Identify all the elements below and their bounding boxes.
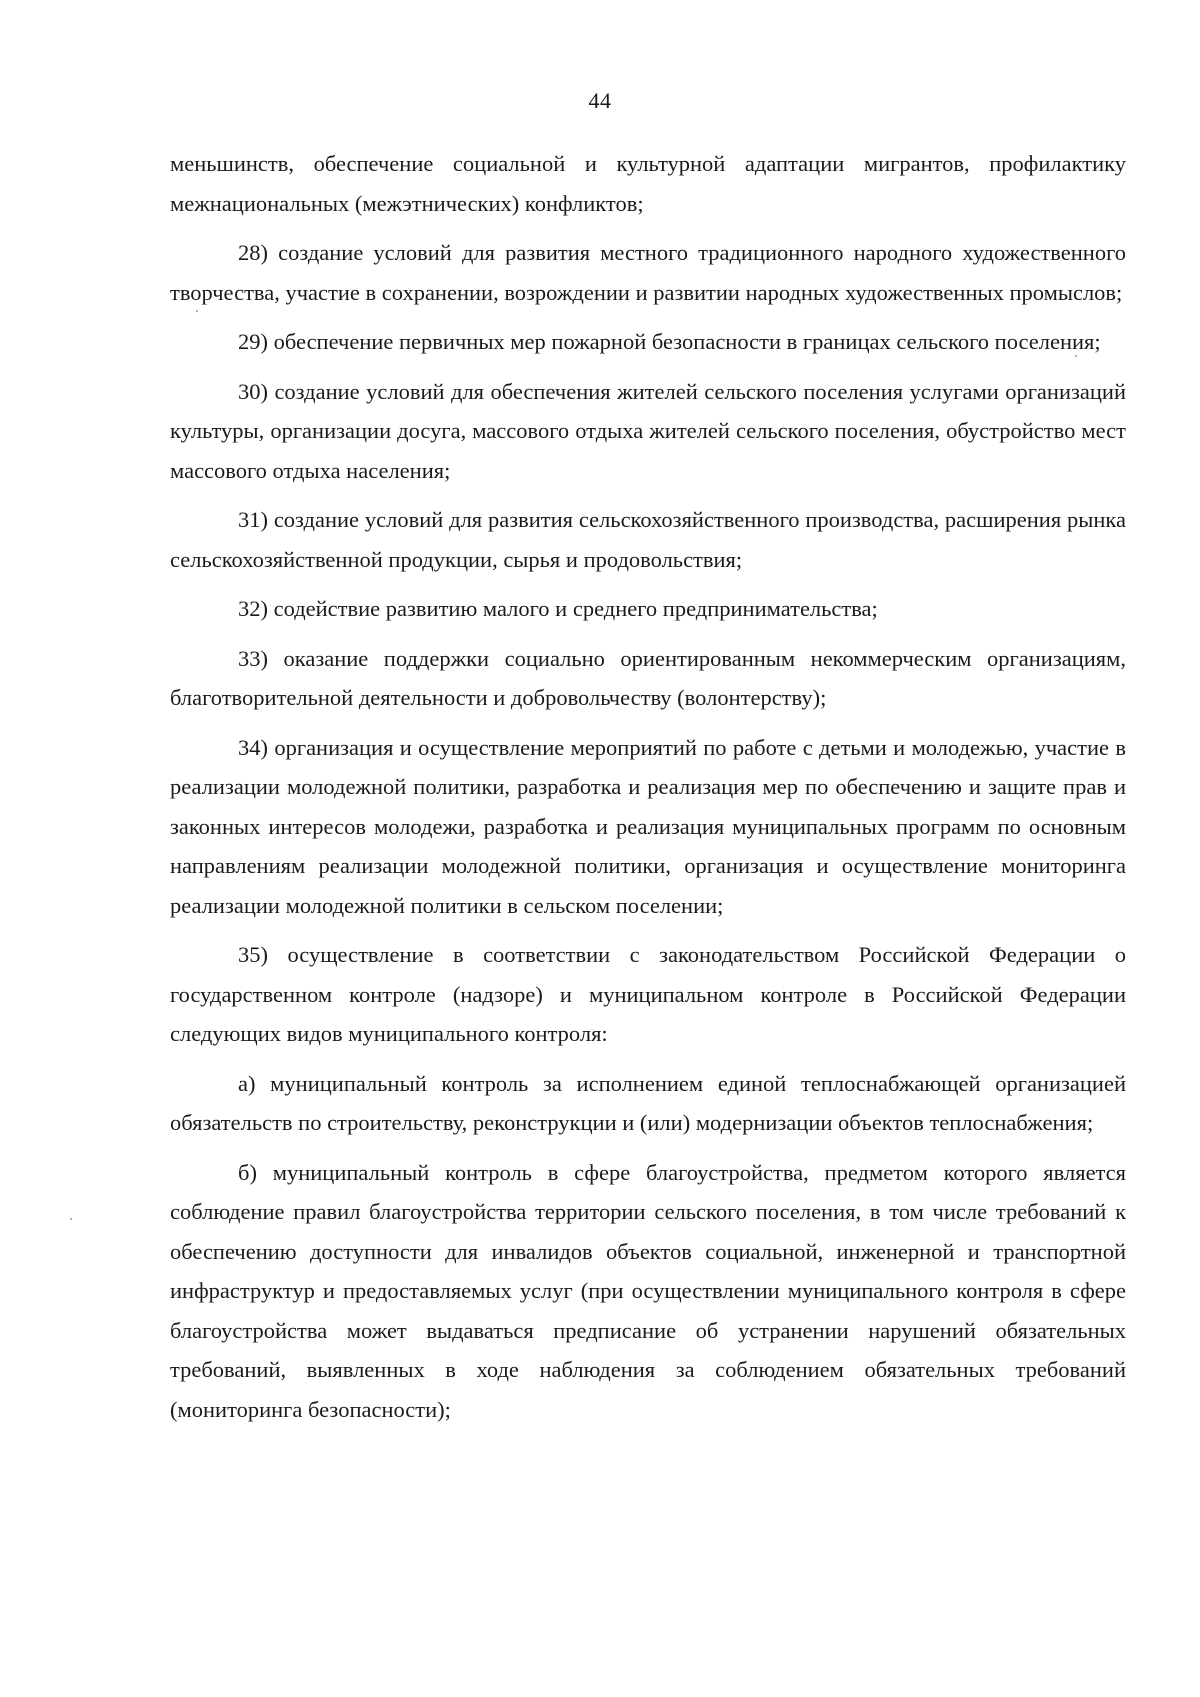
scan-speck [1075, 355, 1077, 357]
page-number: 44 [588, 88, 612, 113]
paragraph-item-33: 33) оказание поддержки социально ориентированным некоммерческим организациям, благотворительной деятельности и добровольчеству (волонтерству); [170, 645, 1126, 710]
paragraph-item-34: 34) организация и осуществление мероприятий по работе с детьми и молодежью, участие в реализации молодежной политики, разработка и реализация мер по обеспечению и защите прав и законных интересов молодежи, разработка и реализация муниципальных программ по основным направлениям реализации молодежной политики, организация и осуществление мониторинга реализации молодежной политики в сельском поселении; [170, 734, 1126, 918]
paragraph-continuation: меньшинств, обеспечение социальной и культурной адаптации мигрантов, профилактику межнациональных (межэтнических) конфликтов; [170, 151, 1126, 216]
scan-speck [70, 1218, 72, 1220]
paragraph-item-29: 29) обеспечение первичных мер пожарной безопасности в границах сельского поселения; [238, 329, 1101, 354]
document-body [170, 144, 1126, 1439]
paragraph-item-32: 32) содействие развитию малого и среднего предпринимательства; [238, 596, 878, 621]
scan-speck [196, 310, 198, 312]
paragraph-subitem-a: а) муниципальный контроль за исполнением единой теплоснабжающей организацией обязательств по строительству, реконструкции и (или) модернизации объектов теплоснабжения; [170, 1070, 1126, 1135]
paragraph-item-30: 30) создание условий для обеспечения жителей сельского поселения услугами организаций культуры, организации досуга, массового отдыха жителей сельского поселения, обустройство мест массового отдыха населения; [170, 378, 1126, 483]
paragraph-subitem-b: б) муниципальный контроль в сфере благоустройства, предметом которого является соблюдение правил благоустройства территории сельского поселения, в том числе требований к обеспечению доступности для инвалидов объектов социальной, инженерной и транспортной инфраструктур и предоставляемых услуг (при осуществлении муниципального контроля в сфере благоустройства может выдаваться предписание об устранении нарушений обязательных требований, выявленных в ходе наблюдения за соблюдением обязательных требований (мониторинга безопасности); [170, 1159, 1126, 1422]
paragraph-item-35: 35) осуществление в соответствии с законодательством Российской Федерации о государственном контроле (надзоре) и муниципальном контроле в Российской Федерации следующих видов муниципального контроля: [170, 942, 1126, 1046]
paragraph-item-28: 28) создание условий для развития местного традиционного народного художественного творчества, участие в сохранении, возрождении и развитии народных художественных промыслов; [170, 240, 1126, 305]
paragraph-item-31: 31) создание условий для развития сельскохозяйственного производства, расширения рынка сельскохозяйственной продукции, сырья и продовольствия; [170, 507, 1126, 572]
